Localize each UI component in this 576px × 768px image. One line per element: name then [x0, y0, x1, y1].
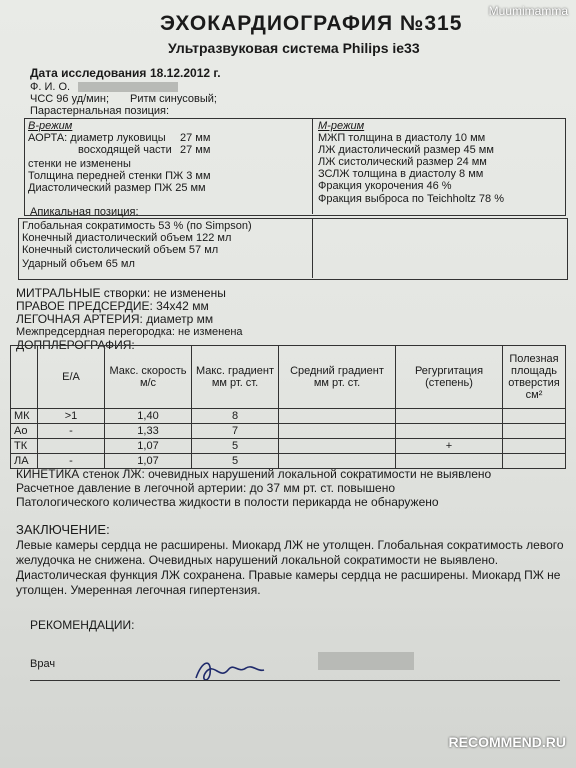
table-cell: [503, 454, 566, 469]
rv-wall-text: Толщина передней стенки ПЖ 3 мм: [28, 170, 211, 182]
heart-rate: ЧСС 96 уд/мин;: [30, 93, 110, 105]
doppler-col-mean-gradient: Средний градиент мм рт. ст.: [279, 346, 396, 409]
kinetics-line-2: Расчетное давление в легочной артерии: до 37 мм рт. ст. повышено: [16, 481, 396, 495]
table-cell: [279, 409, 396, 424]
table-row: [11, 439, 566, 454]
table-cell: [279, 424, 396, 439]
recommendations-heading: РЕКОМЕНДАЦИИ:: [30, 618, 135, 632]
exam-date-value: 18.12.2012 г.: [150, 66, 221, 80]
doppler-col-area: Полезная площадь отверстия см²: [503, 346, 566, 409]
document-subtitle: Ультразвуковая система Philips ie33: [168, 40, 420, 56]
doppler-header-row: [11, 346, 566, 409]
lv-diastolic-text: ЛЖ диастолический размер 45 мм: [318, 144, 494, 156]
watermark-site: RECOMMEND.RU: [448, 734, 566, 750]
table-cell: [396, 424, 503, 439]
table-cell: 5: [192, 454, 279, 469]
exam-date-label: Дата исследования: [30, 66, 147, 80]
parasternal-heading: Парастернальная позиция:: [30, 105, 170, 117]
redacted-doctor-name: [318, 652, 414, 670]
esv-text: Конечный систолический объем 57 мл: [22, 244, 219, 256]
global-contractility: Глобальная сократимость 53 % (по Simpson): [22, 220, 252, 232]
table-cell: 7: [192, 424, 279, 439]
lvpw-text: ЗСЛЖ толщина в диастолу 8 мм: [318, 168, 484, 180]
table-cell: ЛА: [11, 454, 38, 469]
edv-text: Конечный диастолический объем 122 мл: [22, 232, 232, 244]
aorta-label: АОРТА: диаметр луковицы: [28, 132, 166, 144]
table-row: [11, 409, 566, 424]
apical-divider: [312, 218, 313, 278]
lv-systolic-text: ЛЖ систолический размер 24 мм: [318, 156, 487, 168]
apical-heading: Апикальная позиция:: [30, 206, 139, 218]
rhythm: Ритм синусовый;: [130, 93, 217, 105]
ascending-label: восходящей части: [78, 144, 172, 156]
conclusion-line-2: желудочка не снижена. Очевидных нарушений локальной сократимости не выявлено.: [16, 553, 499, 567]
m-mode-label: М-режим: [318, 120, 365, 132]
doppler-col-max-gradient: Макс. градиент мм рт. ст.: [192, 346, 279, 409]
ra-text: ПРАВОЕ ПРЕДСЕРДИЕ: 34х42 мм: [16, 299, 209, 313]
doppler-col-regurgitation: Регургитация (степень): [396, 346, 503, 409]
table-cell: [503, 439, 566, 454]
watermark-username: Muumimamma: [488, 4, 568, 18]
doppler-col-velocity: Макс. скорость м/с: [105, 346, 192, 409]
conclusion-heading: ЗАКЛЮЧЕНИЕ:: [16, 522, 110, 537]
b-mode-label: В-режим: [28, 120, 73, 132]
ef-text: Фракция выброса по Teichholtz 78 %: [318, 193, 505, 205]
signature-image: [190, 650, 270, 690]
walls-text: стенки не изменены: [28, 158, 131, 170]
table-cell: 1,07: [105, 454, 192, 469]
table-cell: -: [38, 424, 105, 439]
fs-text: Фракция укорочения 46 %: [318, 180, 452, 192]
ascending-value: 27 мм: [180, 144, 211, 156]
signature-line: [30, 680, 560, 681]
table-cell: -: [38, 454, 105, 469]
sv-text: Ударный объем 65 мл: [22, 258, 135, 270]
table-cell: [38, 439, 105, 454]
table-cell: ТК: [11, 439, 38, 454]
table-cell: +: [396, 439, 503, 454]
conclusion-line-1: Левые камеры сердца не расширены. Миокард ЛЖ не утолщен. Глобальная сократимость левого: [16, 538, 564, 552]
patient-name-label: Ф. И. О.: [30, 81, 71, 93]
table-cell: [279, 439, 396, 454]
kinetics-line-3: Патологического количества жидкости в полости перикарда не обнаружено: [16, 495, 439, 509]
parasternal-divider: [312, 118, 313, 214]
redacted-name: [78, 82, 178, 92]
table-cell: МК: [11, 409, 38, 424]
rv-diastolic-text: Диастолический размер ПЖ 25 мм: [28, 182, 206, 194]
table-cell: 8: [192, 409, 279, 424]
table-cell: [503, 409, 566, 424]
pa-text: ЛЕГОЧНАЯ АРТЕРИЯ: диаметр мм: [16, 312, 214, 326]
doppler-table: [10, 345, 566, 469]
table-cell: 1,40: [105, 409, 192, 424]
doppler-col-ea: E/A: [38, 346, 105, 409]
table-cell: [503, 424, 566, 439]
table-row: [11, 424, 566, 439]
table-cell: Ао: [11, 424, 38, 439]
kinetics-line-1: КИНЕТИКА стенок ЛЖ: очевидных нарушений локальной сократимости не выявлено: [16, 467, 492, 481]
ias-text: Межпредсердная перегородка: не изменена: [16, 326, 243, 338]
table-cell: 5: [192, 439, 279, 454]
conclusion-line-3: Диастолическая функция ЛЖ сохранена. Правые камеры сердца не расширены. Миокард ПЖ не: [16, 568, 561, 582]
table-cell: 1,07: [105, 439, 192, 454]
mitral-text: МИТРАЛЬНЫЕ створки: не изменены: [16, 286, 226, 300]
doctor-label: Врач: [30, 658, 56, 670]
doppler-heading: ДОППЛЕРОГРАФИЯ:: [16, 338, 135, 352]
table-cell: [396, 409, 503, 424]
ivs-text: МЖП толщина в диастолу 10 мм: [318, 132, 486, 144]
document-title: ЭХОКАРДИОГРАФИЯ №315: [160, 12, 463, 35]
table-cell: >1: [38, 409, 105, 424]
doppler-col-0: [11, 346, 38, 409]
aorta-bulb-value: 27 мм: [180, 132, 211, 144]
conclusion-line-4: утолщен. Умеренная легочная гипертензия.: [16, 583, 261, 597]
table-cell: 1,33: [105, 424, 192, 439]
